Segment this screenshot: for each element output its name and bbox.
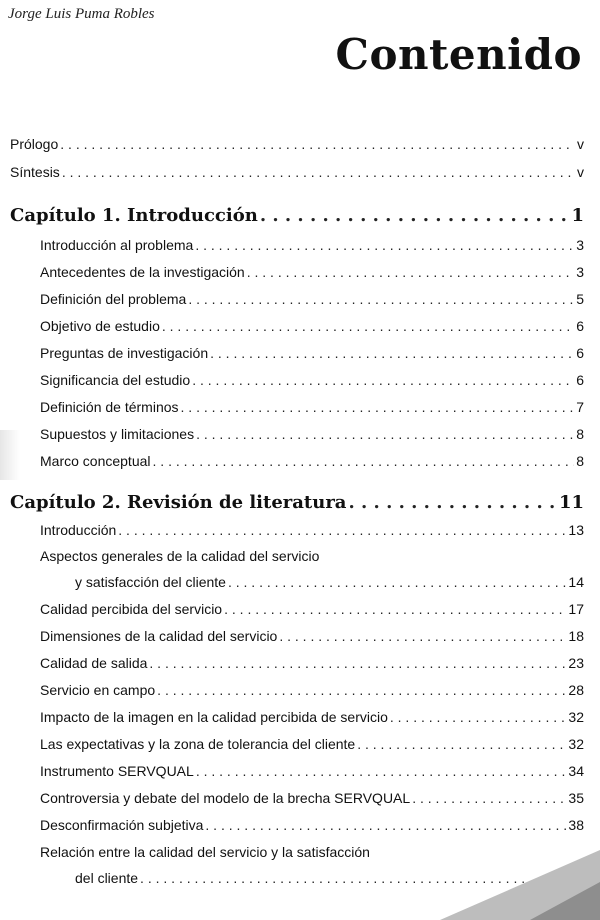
dot-leader [62, 164, 575, 180]
toc-chapter-1[interactable] [10, 205, 584, 226]
toc-entry-label: Instrumento SERVQUAL [40, 763, 194, 779]
toc-page-number: 13 [568, 522, 584, 538]
dot-leader [149, 655, 566, 671]
toc-entry-label: Las expectativas y la zona de tolerancia del cliente [40, 736, 356, 752]
page-title: Contenido [335, 30, 582, 79]
toc-entry-label: Introducción [40, 522, 117, 538]
dot-leader [153, 453, 575, 469]
toc-entry-label: Antecedentes de la investigación [40, 264, 245, 280]
toc-page-number: 5 [576, 291, 584, 307]
dot-leader [210, 345, 574, 361]
dot-leader [390, 709, 567, 725]
toc-entry[interactable] [40, 655, 584, 671]
scan-edge-shadow [0, 430, 20, 480]
toc-entry[interactable] [40, 736, 584, 752]
dot-leader [118, 522, 566, 538]
toc-entry-label: Introducción al problema [40, 237, 194, 253]
dot-leader [357, 736, 566, 752]
toc-page-number: 8 [576, 453, 584, 469]
dot-leader [228, 574, 566, 590]
toc-page-number: 6 [576, 372, 584, 388]
toc-entry-label: Definición de términos [40, 399, 179, 415]
toc-entry-label: Síntesis [10, 164, 60, 180]
page-curl-shadow [530, 882, 600, 920]
toc-page-number: 8 [576, 426, 584, 442]
toc-page-number: 39 [568, 870, 584, 886]
toc-entry[interactable] [40, 763, 584, 779]
toc-entry-label-line1[interactable]: Aspectos generales de la calidad del servicio [40, 548, 320, 564]
running-header-author: Jorge Luis Puma Robles [8, 6, 155, 22]
toc-entry[interactable] [40, 345, 584, 361]
toc-entry-label: Significancia del estudio [40, 372, 191, 388]
toc-entry-label: Controversia y debate del modelo de la brecha SERVQUAL [40, 790, 411, 806]
chapter-page-number: 11 [558, 492, 584, 513]
toc-entry[interactable] [40, 318, 584, 334]
toc-entry[interactable] [40, 291, 584, 307]
toc-page-number: 17 [568, 601, 584, 617]
toc-entry[interactable] [40, 237, 584, 253]
toc-entry-label-line1[interactable]: Relación entre la calidad del servicio y la satisfacción [40, 844, 370, 860]
toc-page-number: 7 [576, 399, 584, 415]
toc-page-number: 14 [568, 574, 584, 590]
toc-entry[interactable] [40, 453, 584, 469]
dot-leader [348, 492, 556, 513]
toc-entry[interactable] [40, 790, 584, 806]
toc-page-number: 32 [568, 736, 584, 752]
dot-leader [196, 426, 574, 442]
toc-entry[interactable] [40, 522, 584, 538]
toc-entry-label: Calidad de salida [40, 655, 148, 671]
toc-entry[interactable] [40, 426, 584, 442]
toc-page-number: 6 [576, 318, 584, 334]
toc-page-number: 6 [576, 345, 584, 361]
dot-leader [181, 399, 575, 415]
toc-entry[interactable] [40, 264, 584, 280]
toc-page-number: v [577, 164, 584, 180]
dot-leader [188, 291, 574, 307]
dot-leader [196, 763, 567, 779]
dot-leader [60, 136, 575, 152]
toc-entry-label: Marco conceptual [40, 453, 151, 469]
toc-page-number: 32 [568, 709, 584, 725]
toc-entry[interactable] [40, 817, 584, 833]
toc-page-number: 34 [568, 763, 584, 779]
toc-entry-label-cont: y satisfacción del cliente [75, 574, 226, 590]
dot-leader [412, 790, 566, 806]
dot-leader [224, 601, 566, 617]
chapter-page-number: 1 [571, 205, 584, 226]
toc-page-number: 3 [576, 264, 584, 280]
dot-leader [247, 264, 575, 280]
toc-entry-label: Calidad percibida del servicio [40, 601, 223, 617]
toc-entry[interactable] [40, 682, 584, 698]
dot-leader [192, 372, 574, 388]
toc-entry-prologo[interactable] [10, 136, 584, 152]
toc-entry-label: Dimensiones de la calidad del servicio [40, 628, 278, 644]
toc-entry-label-cont: del cliente [75, 870, 139, 886]
toc-page-number: 38 [568, 817, 584, 833]
dot-leader [279, 628, 566, 644]
toc-page-number: 28 [568, 682, 584, 698]
toc-page-number: v [577, 136, 584, 152]
toc-entry[interactable] [40, 601, 584, 617]
toc-entry-label: Objetivo de estudio [40, 318, 160, 334]
toc-entry-sintesis[interactable] [10, 164, 584, 180]
toc-entry-label: Servicio en campo [40, 682, 156, 698]
dot-leader [260, 205, 570, 226]
dot-leader [157, 682, 566, 698]
dot-leader [195, 237, 574, 253]
dot-leader [205, 817, 566, 833]
toc-entry-label: Preguntas de investigación [40, 345, 209, 361]
toc-page-number: 23 [568, 655, 584, 671]
toc-entry-label: Prólogo [10, 136, 59, 152]
chapter-label: Capítulo 1. Introducción [10, 205, 258, 226]
toc-page-number: 3 [576, 237, 584, 253]
chapter-label: Capítulo 2. Revisión de literatura [10, 492, 347, 513]
toc-entry[interactable] [75, 574, 584, 590]
toc-entry[interactable] [40, 709, 584, 725]
toc-entry-label: Definición del problema [40, 291, 187, 307]
toc-entry-label: Supuestos y limitaciones [40, 426, 195, 442]
toc-entry[interactable] [40, 399, 584, 415]
toc-page-number: 18 [568, 628, 584, 644]
toc-entry[interactable] [40, 372, 584, 388]
dot-leader [162, 318, 574, 334]
toc-entry[interactable] [40, 628, 584, 644]
toc-entry-label: Desconfirmación subjetiva [40, 817, 204, 833]
toc-chapter-2[interactable] [10, 492, 584, 513]
toc-page-number: 35 [568, 790, 584, 806]
toc-entry-label: Impacto de la imagen en la calidad percibida de servicio [40, 709, 388, 725]
